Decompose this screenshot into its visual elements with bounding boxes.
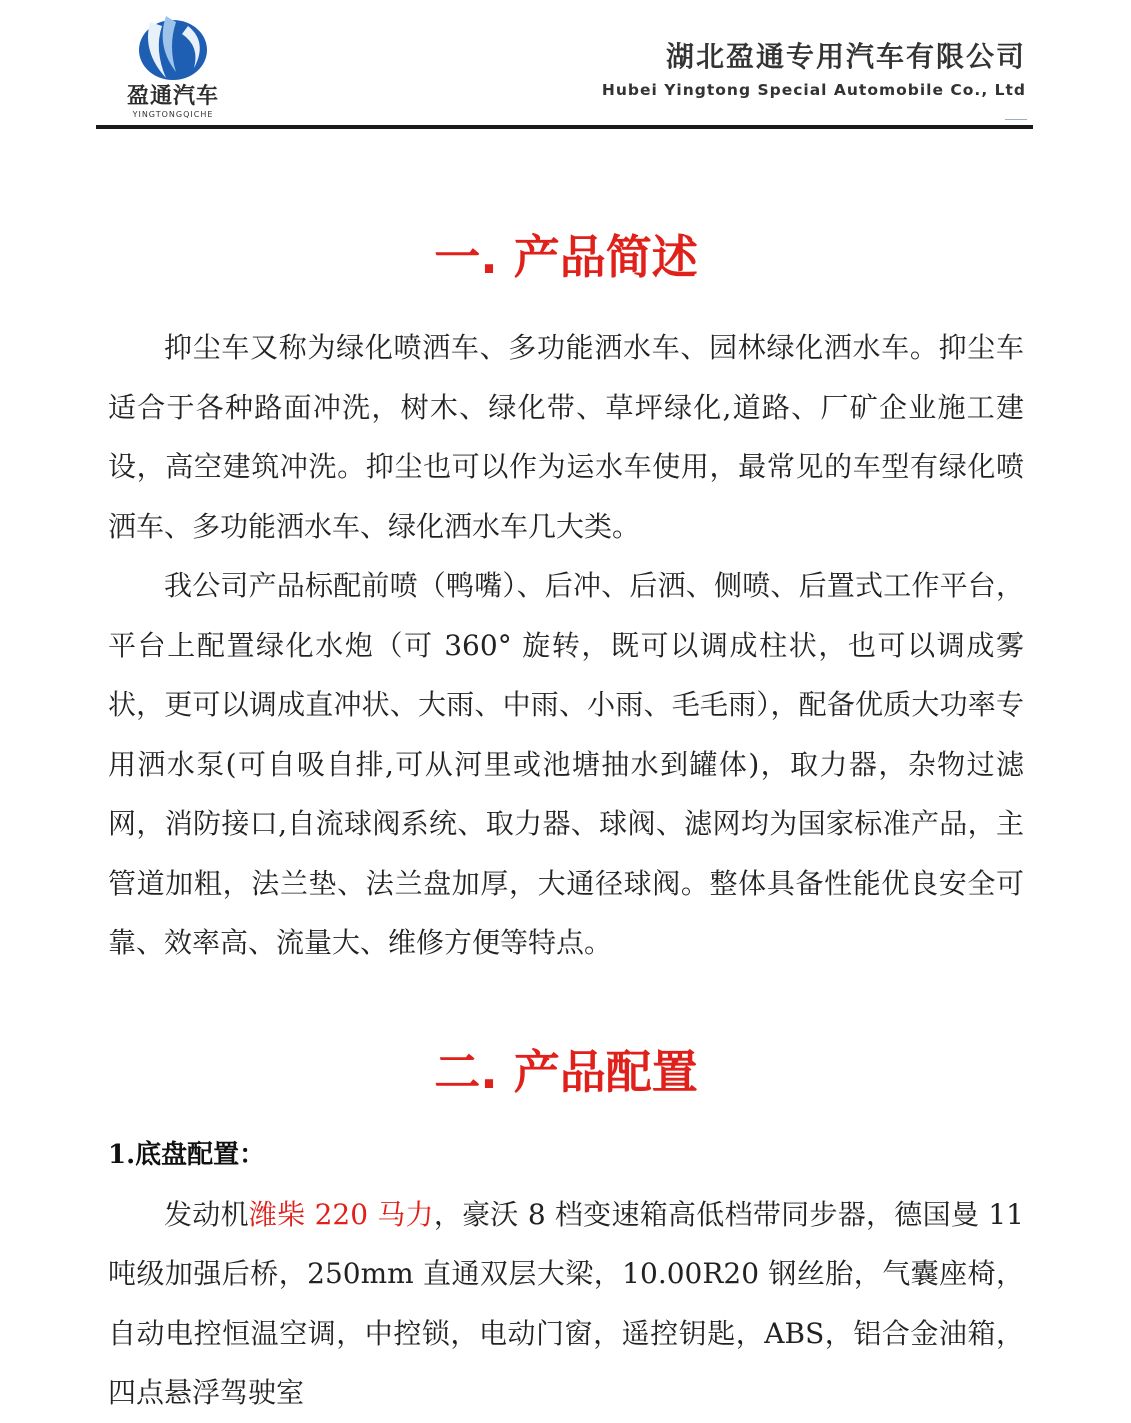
company-logo bbox=[108, 12, 238, 120]
logo-english-text: YINGTONGQICHE bbox=[132, 110, 214, 119]
page-header bbox=[0, 0, 1131, 135]
overview-paragraph: 抑尘车又称为绿化喷洒车、多功能洒水车、园林绿化洒水车。抑尘车适合于各种路面冲洗，树木、绿化带、草坪绿化,道路、厂矿企业施工建设，高空建筑冲洗。抑尘也可以作为运水车使用，最常见的车型有绿化喷洒车、多功能洒水车、绿化洒水车几大类。 bbox=[108, 331, 1024, 543]
chassis-config-paragraph bbox=[108, 1185, 1024, 1423]
overview-paragraph: 我公司产品标配前喷（鸭嘴）、后冲、后洒、侧喷、后置式工作平台，平台上配置绿化水炮（可 360° 旋转，既可以调成柱状，也可以调成雾状，更可以调成直冲状、大雨、中雨、小雨、毛毛雨），配备优质大功率专用洒水泵(可自吸自排,可从河里或池塘抽水到罐体)，取力器，杂物过滤网，消防接口,自流球阀系统、取力器、球阀、滤网均为国家标准产品，主管道加粗，法兰垫、法兰盘加厚，大通径球阀。整体具备性能优良安全可靠、效率高、流量大、维修方便等特点。 bbox=[108, 569, 1024, 959]
engine-highlight: 潍柴 220 马力 bbox=[248, 1197, 434, 1231]
subsection-title-chassis: 1.底盘配置： bbox=[108, 1139, 266, 1170]
header-tick-mark bbox=[1005, 119, 1027, 120]
logo-chinese-text: 盈通汽车 bbox=[126, 84, 219, 109]
section-title-configuration: 二. 产品配置 bbox=[434, 1044, 698, 1099]
company-name-chinese: 湖北盈通专用汽车有限公司 bbox=[665, 40, 1026, 73]
chassis-lead-text: 发动机 bbox=[164, 1197, 249, 1231]
section-title-overview: 一. 产品简述 bbox=[434, 230, 698, 284]
chassis-detail-text: ，豪沃 8 档变速箱高低档带同步器，德国曼 11 吨级加强后桥，250mm 直通双层大梁，10.00R20 钢丝胎，气囊座椅，自动电控恒温空调，中控锁，电动门窗，遥控钥匙，ABS，铝合金油箱，四点悬浮驾驶室 bbox=[108, 1197, 1024, 1409]
header-divider bbox=[96, 125, 1033, 129]
company-name-english: Hubei Yingtong Special Automobile Co., Ltd bbox=[601, 81, 1026, 99]
logo-emblem-icon bbox=[136, 12, 210, 84]
document-body bbox=[108, 222, 1024, 1423]
